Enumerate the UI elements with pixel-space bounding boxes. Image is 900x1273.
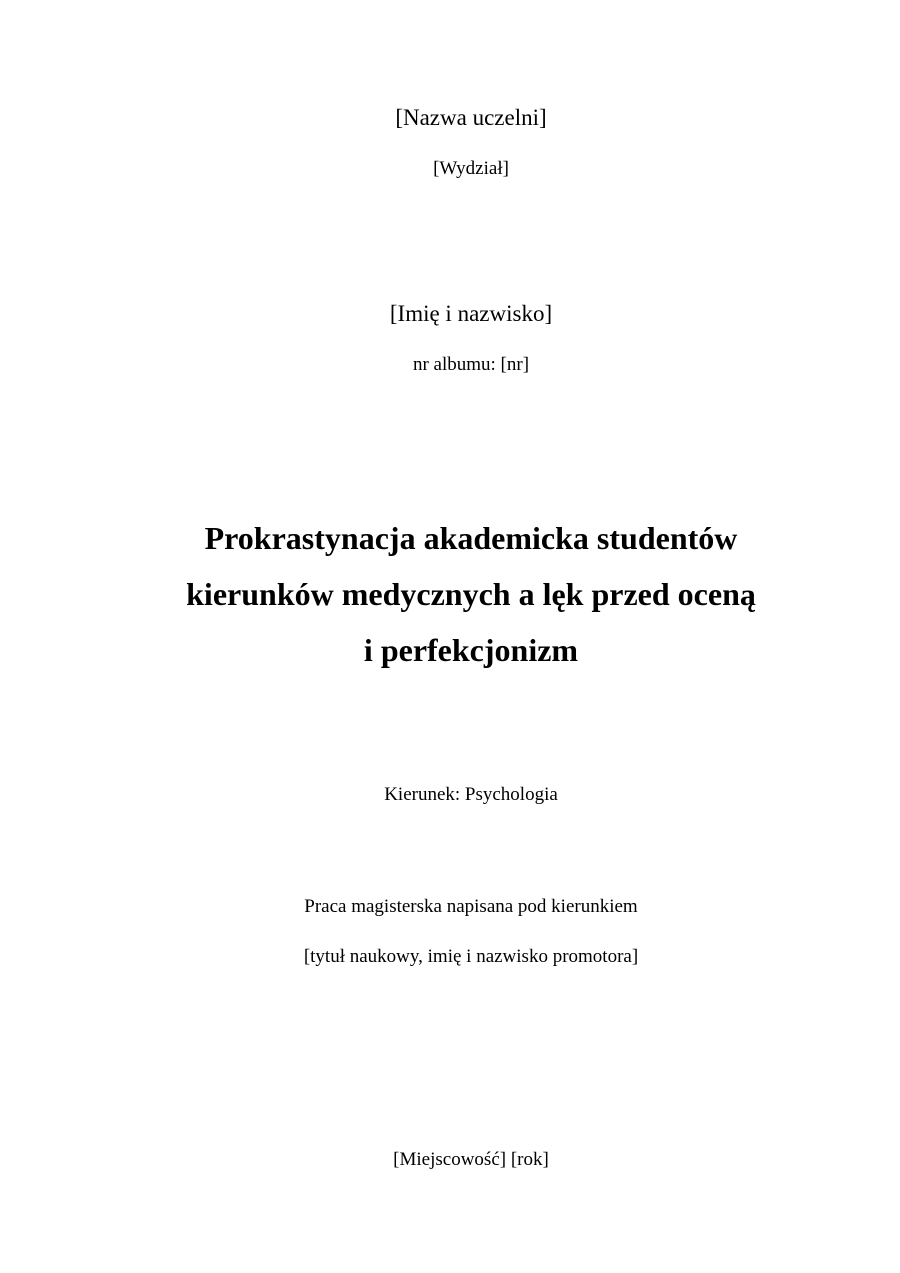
thesis-title-line-2: kierunków medycznych a lęk przed oceną <box>186 576 756 612</box>
university-name: [Nazwa uczelni] <box>395 105 547 130</box>
thesis-title-line-1: Prokrastynacja akademicka studentów <box>204 520 738 556</box>
supervisor-name: [tytuł naukowy, imię i nazwisko promotora] <box>303 946 639 967</box>
faculty-name: [Wydział] <box>433 158 509 179</box>
author-name: [Imię i nazwisko] <box>389 301 553 326</box>
album-number: nr albumu: [nr] <box>412 354 530 375</box>
thesis-title-line-3: i perfekcjonizm <box>363 632 579 668</box>
thesis-type: Praca magisterska napisana pod kierunkiem <box>304 896 638 917</box>
field-of-study: Kierunek: Psychologia <box>384 784 558 805</box>
thesis-title <box>0 510 900 678</box>
place-and-year: [Miejscowość] [rok] <box>393 1149 549 1170</box>
